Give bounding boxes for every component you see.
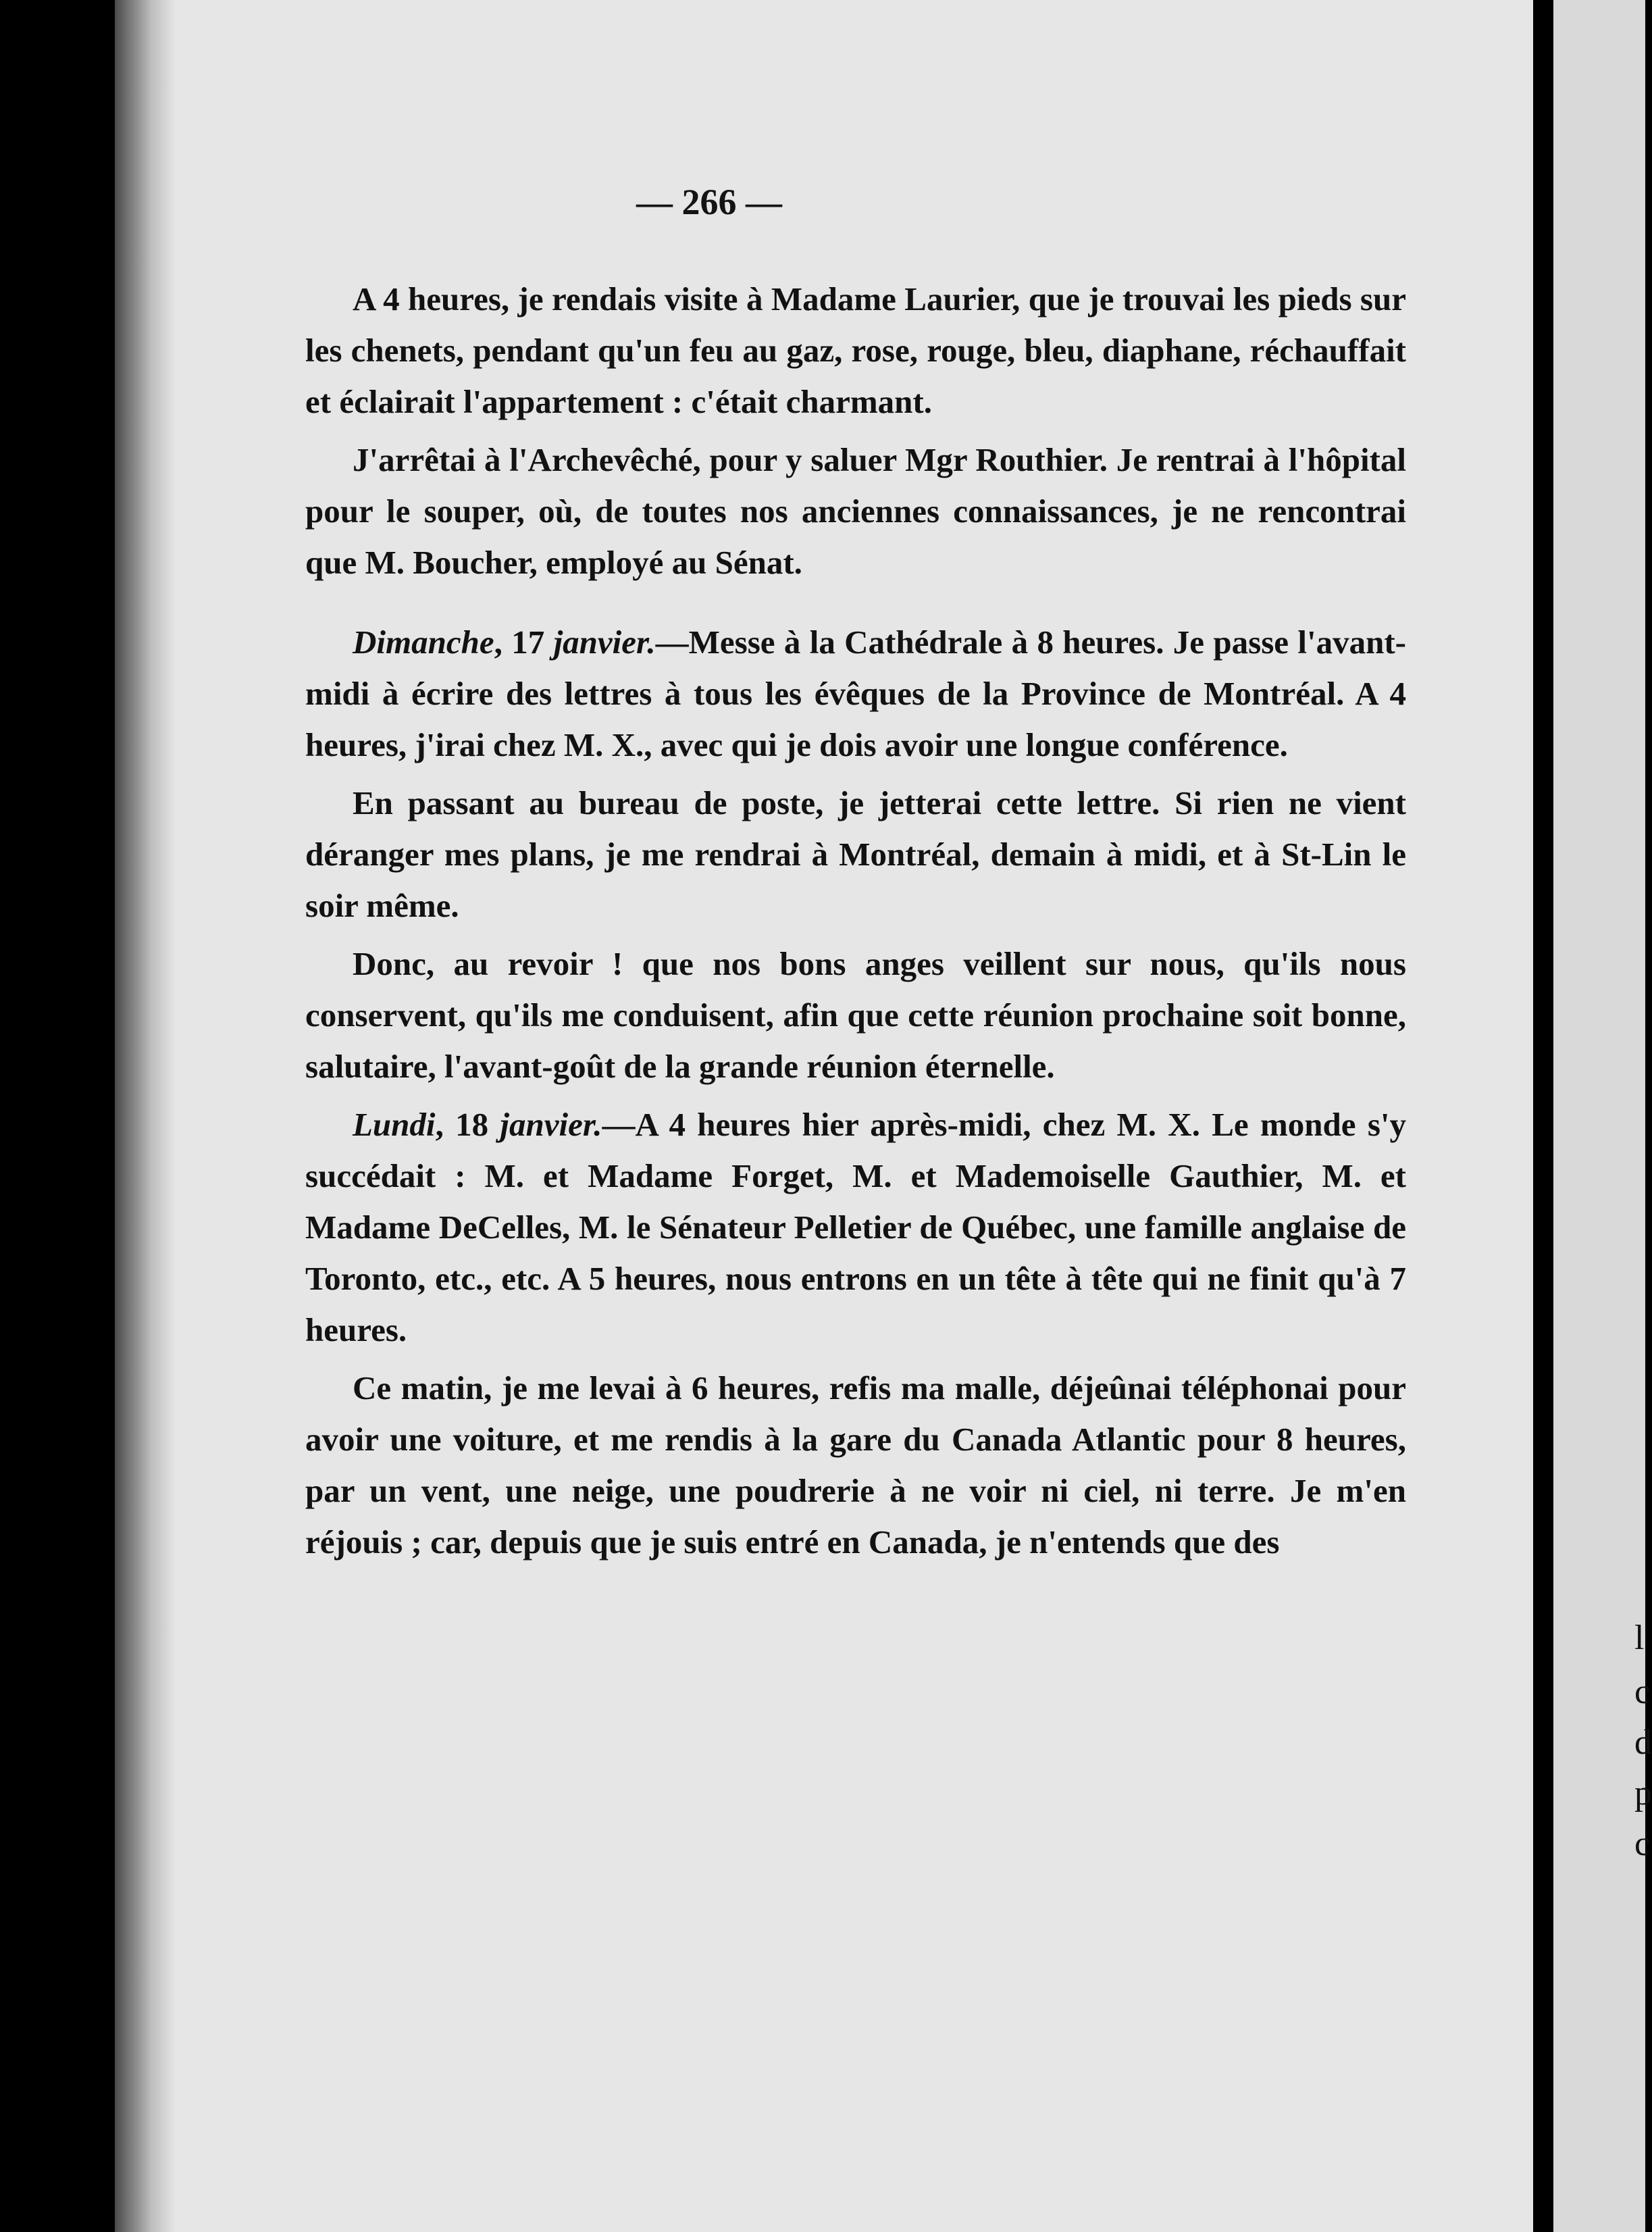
date-day: Lundi — [353, 1106, 436, 1143]
paragraph — [305, 938, 1406, 1092]
adjacent-page-fragment: p — [1634, 1774, 1652, 1812]
adjacent-page-fragment: c — [1634, 1825, 1651, 1863]
adjacent-page-fragment: c — [1634, 1673, 1651, 1711]
page-number: — 266 — — [636, 182, 782, 222]
paragraph-text: —A 4 heures hier après-midi, chez M. X. Le monde s'y succédait : M. et Madame Forget, M. et Mademoiselle Gauthier, M. et Madame DeCelles, M. le Sénateur Pelletier de Québec, une famille anglaise de Toronto, etc., etc. A 5 heures, nous entrons en un tête à tête qui ne finit qu'à 7 heures. — [305, 1106, 1407, 1348]
page-gutter — [1533, 0, 1553, 2232]
date-number: , 18 — [435, 1106, 500, 1143]
adjacent-page-edge — [1553, 0, 1652, 2232]
paragraph-text: A 4 heures, je rendais visite à Madame Laurier, que je trouvai les pieds sur les chenets, pendant qu'un feu au gaz, rose, rouge, bleu, diaphane, réchauffait et éclairait l'appartement : c'était charmant. — [305, 280, 1406, 420]
body-text — [305, 274, 1406, 1568]
paragraph — [305, 778, 1406, 932]
paragraph-text: Donc, au revoir ! que nos bons anges veillent sur nous, qu'ils nous conservent, qu'ils me conduisent, afin que cette réunion prochaine soit bonne, salutaire, l'avant-goût de la grande réunion éternelle. — [305, 945, 1406, 1085]
paragraph-text: En passant au bureau de poste, je jetterai cette lettre. Si rien ne vient déranger mes plans, je me rendrai à Montréal, demain à midi, et à St-Lin le soir même. — [305, 784, 1406, 924]
paragraph — [305, 434, 1406, 588]
date-number: , 17 — [494, 624, 554, 661]
date-month: janvier. — [553, 624, 656, 661]
paragraph-text: J'arrêtai à l'Archevêché, pour y saluer Mgr Routhier. Je rentrai à l'hôpital pour le souper, où, de toutes nos anciennes connaissances, je ne rencontrai que M. Boucher, employé au Sénat. — [305, 441, 1406, 581]
date-month: janvier. — [500, 1106, 602, 1143]
paragraph — [305, 1363, 1406, 1568]
adjacent-page-fragment: d — [1634, 1723, 1652, 1762]
dated-paragraph — [305, 617, 1406, 771]
date-day: Dimanche — [353, 624, 494, 661]
paragraph-text: —Messe à la Cathédrale à 8 heures. Je passe l'avant-midi à écrire des lettres à tous les évêques de la Province de Montréal. A 4 heures, j'irai chez M. X., avec qui je dois avoir une longue conférence. — [305, 624, 1406, 763]
adjacent-page-fragment: l — [1634, 1619, 1645, 1657]
paragraph-text: Ce matin, je me levai à 6 heures, refis ma malle, déjeûnai téléphonai pour avoir une voiture, et me rendis à la gare du Canada Atlantic pour 8 heures, par un vent, une neige, une poudrerie à ne voir ni ciel, ni terre. Je m'en réjouis ; car, depuis que je suis entré en Canada, je n'entends que des — [305, 1369, 1406, 1561]
dated-paragraph — [305, 1099, 1406, 1356]
paragraph — [305, 274, 1406, 428]
